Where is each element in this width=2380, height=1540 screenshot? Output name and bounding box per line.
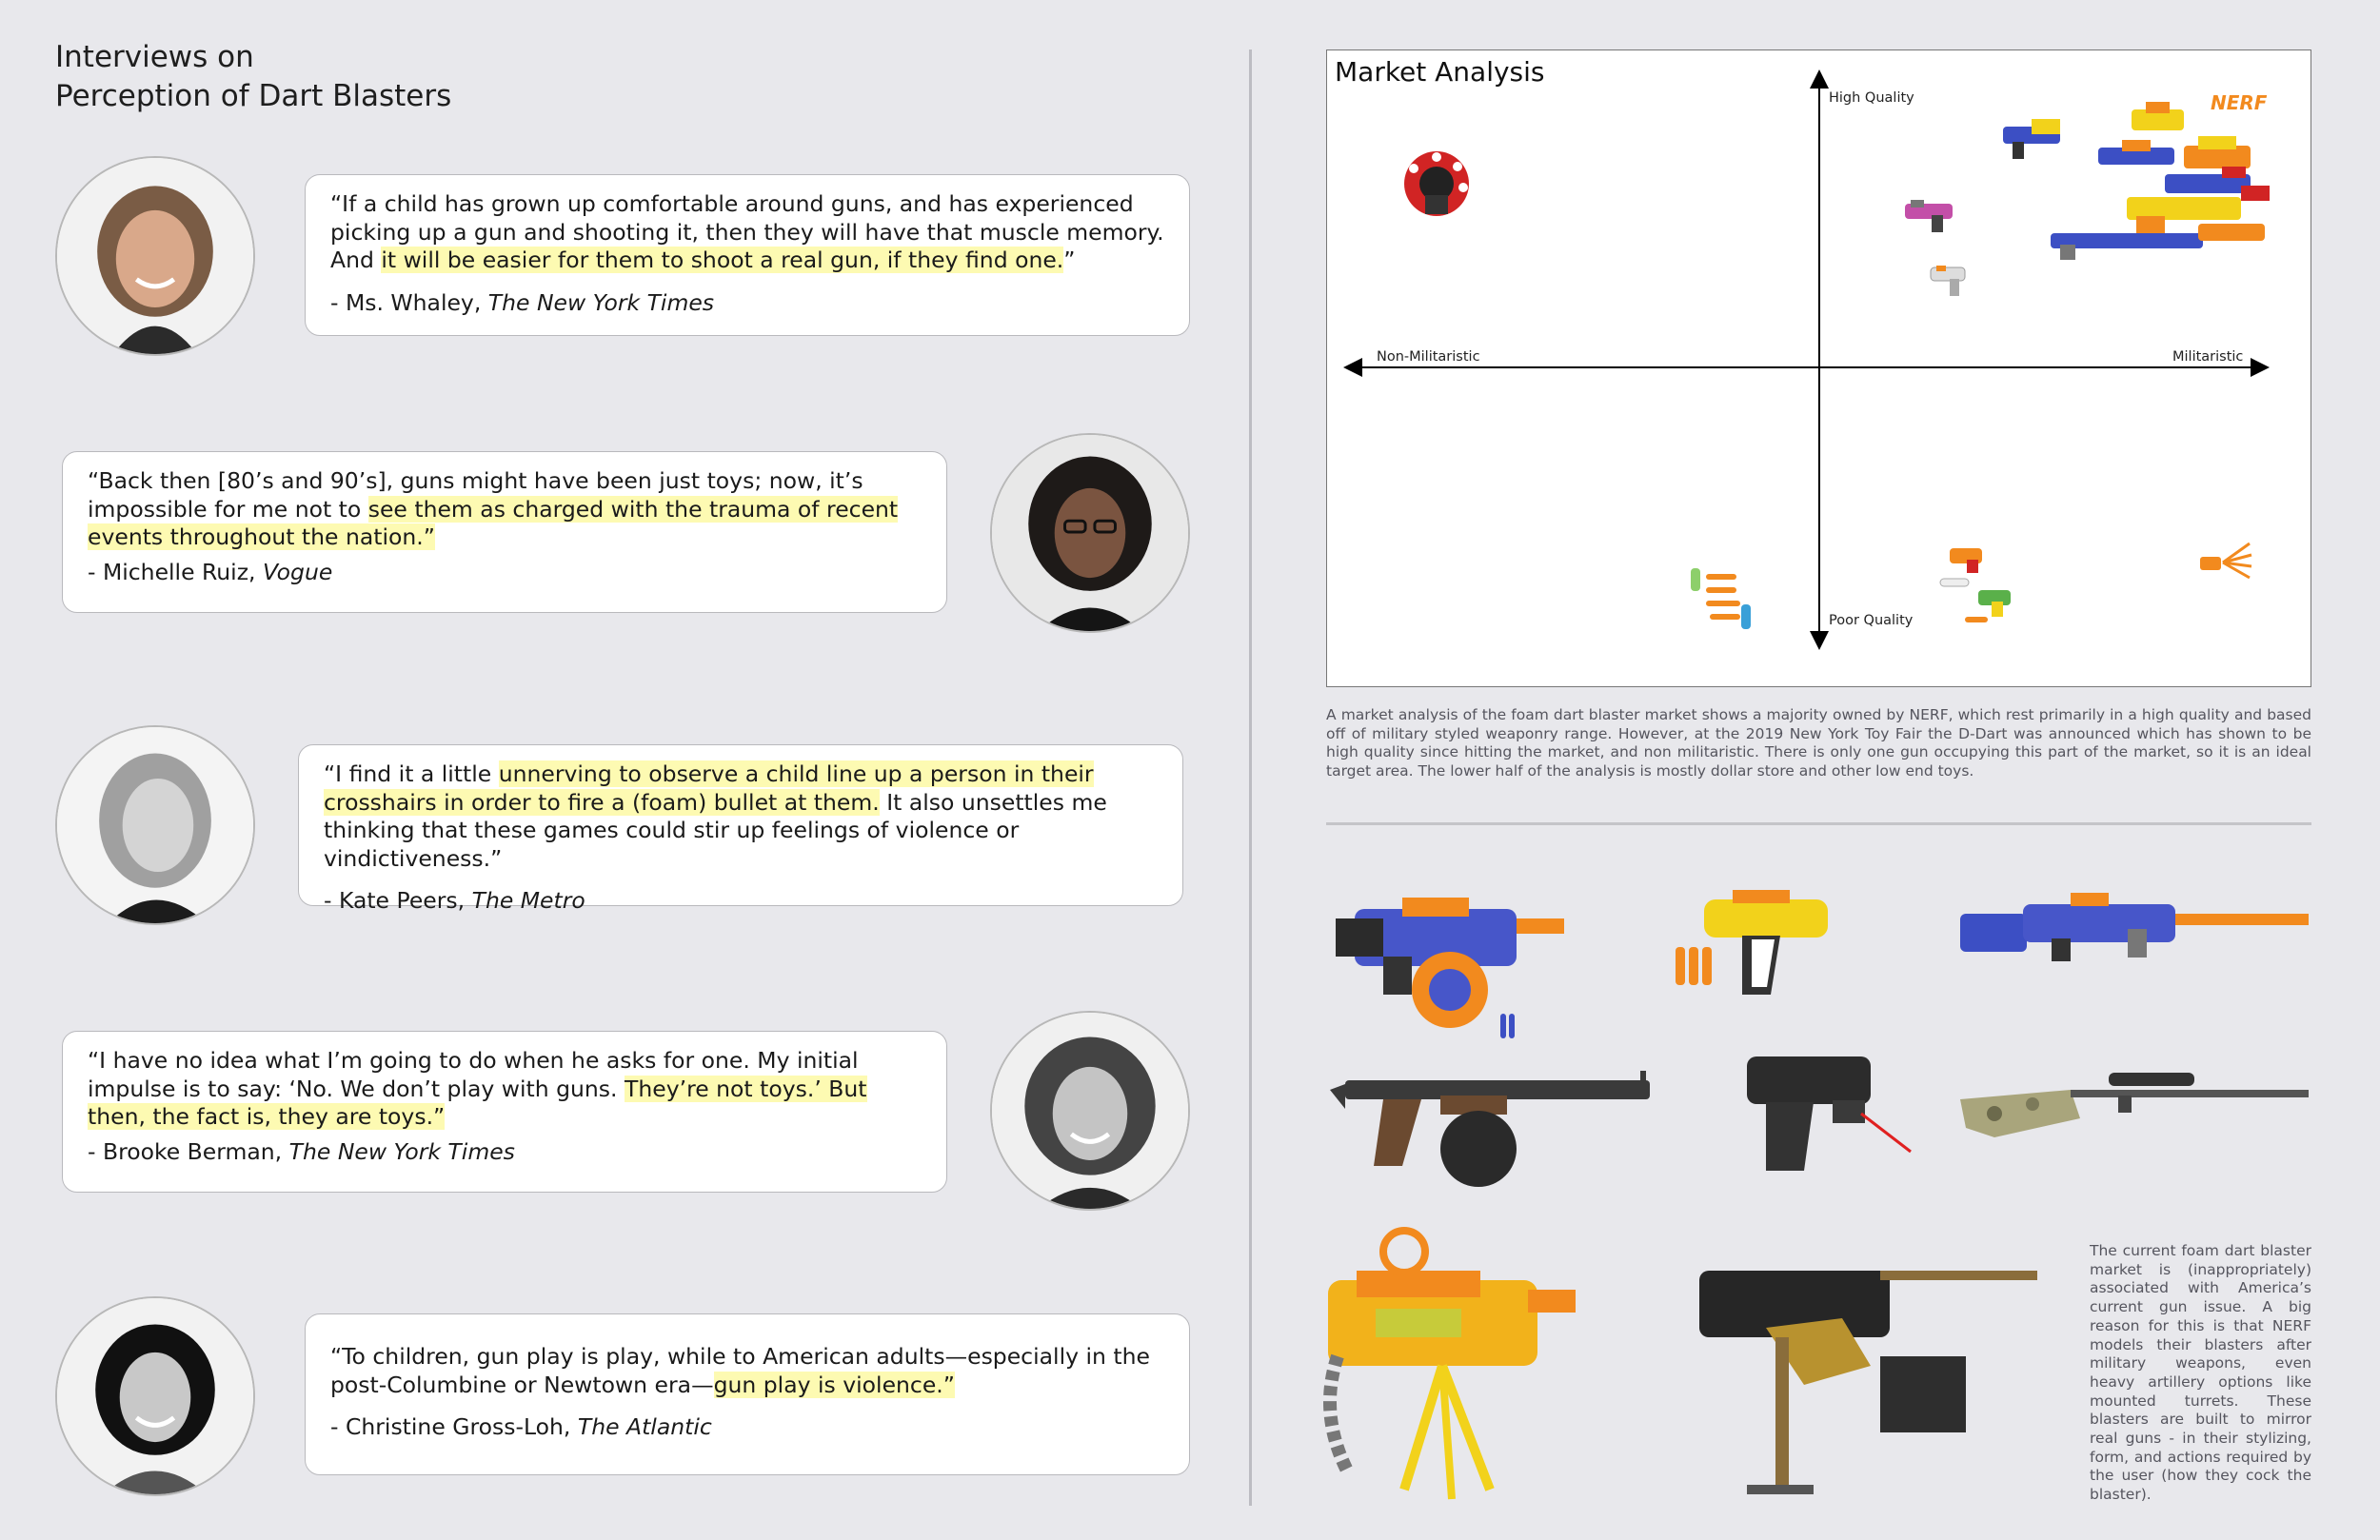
quote-highlight: gun play is violence.” <box>713 1371 955 1398</box>
quote-card-peers <box>298 744 1183 914</box>
title-line-2: Perception of Dart Blasters <box>55 79 452 113</box>
page-title <box>55 38 451 116</box>
real-camo-rifle-icon <box>1956 1061 2313 1142</box>
horizontal-rule <box>1326 822 2311 825</box>
avatar-berman <box>990 1011 1190 1211</box>
real-mounted-machine-gun-icon <box>1690 1242 2042 1499</box>
cheap-toy-pistols-icon <box>1936 541 2022 636</box>
quote-attribution: - Christine Gross-Loh, The Atlantic <box>330 1413 712 1440</box>
real-pistol-laser-icon <box>1737 1047 1914 1180</box>
quote-attribution: - Michelle Ruiz, Vogue <box>88 558 333 585</box>
side-caption: The current foam dart blaster market is (inappropriately) associated with America’s current gun issue. A big reason for this is that NERF models their blasters after military weapons, even heavy artillery options like mounted turrets. These blasters are built to mirror real guns - in their stylizing, form, and actions required by the user (how they cock the blaster). <box>2090 1242 2311 1504</box>
nerf-logo: NERF <box>2211 91 2268 114</box>
market-title: Market Analysis <box>1335 56 1545 88</box>
nerf-vulcan-turret-icon <box>1299 1223 1585 1504</box>
market-analysis-caption: A market analysis of the foam dart blaster market shows a majority owned by NERF, which rest primarily in a high quality and based off of military styled weaponry range. However, at the 2019 New York Toy Fair the D-Dart was announced which has shown to be high quality since hitting the market, and non militaristic. There is only one gun occupying this part of the market, so it is an ideal target area. The lower half of the analysis is mostly dollar store and other low end toys. <box>1326 706 2311 780</box>
quote-card-ruiz <box>62 451 947 613</box>
quote-card-whaley <box>305 174 1190 336</box>
avatar-gross-loh <box>55 1296 255 1496</box>
nerf-yellow-pistol-icon <box>1676 880 1847 1004</box>
nerf-longshot-rifle-icon <box>1956 885 2313 971</box>
vertical-divider <box>1249 49 1252 1506</box>
quote-attribution: - Ms. Whaley, The New York Times <box>330 288 715 316</box>
quote-highlight: it will be easier for them to shoot a real gun, if they find one. <box>381 247 1064 273</box>
axis-label-high-quality: High Quality <box>1829 90 1914 106</box>
title-line-1: Interviews on <box>55 40 254 74</box>
market-analysis-chart <box>1326 49 2311 687</box>
quote-text: “I have no idea what I’m going to do when he asks for one. My initial impulse is to say: ‘No. We don’t play with guns. They’re not toys.’ But then, the fact is, they are toys.” <box>88 1047 867 1130</box>
white-blaster-icon <box>1929 262 1971 300</box>
quote-text: “If a child has grown up comfortable around guns, and has experienced picking up a gun and shooting it, then they will have that muscle memory. And it will be easier for them to shoot a real gun, if they find one.” <box>330 190 1164 273</box>
quote-highlight: see them as charged with the trauma of recent events throughout the nation.” <box>88 495 899 550</box>
quote-attribution: - Brooke Berman, The New York Times <box>88 1137 515 1165</box>
quote-text: “Back then [80’s and 90’s], guns might have been just toys; now, it’s impossible for me not to see them as charged with the trauma of recent events throughout the nation.” <box>88 467 899 550</box>
avatar-whaley <box>55 156 255 356</box>
quote-text: “I find it a little unnerving to observe a child line up a person in their crosshairs in order to fire a (foam) bullet at them. It also unsettles me thinking that these games could stir up feelings of violence or vindictiveness.” <box>324 760 1107 872</box>
axis-label-non-militaristic: Non-Militaristic <box>1377 349 1480 365</box>
avatar-ruiz <box>990 433 1190 633</box>
quote-card-gross-loh <box>305 1313 1190 1475</box>
d-dart-blaster-icon <box>1398 146 1475 222</box>
quote-text: “To children, gun play is play, while to American adults—especially in the post-Columbine or Newtown era—gun play is violence.” <box>330 1343 1150 1398</box>
quote-highlight: unnerving to observe a child line up a person in their crosshairs in order to fire a (foam) bullet at them. <box>324 760 1094 816</box>
nerf-blaster-cluster-icon <box>1993 90 2279 276</box>
axis-label-militaristic: Militaristic <box>2172 349 2244 365</box>
orange-dart-fan-icon <box>2198 536 2255 588</box>
pink-blaster-icon <box>1903 198 1960 236</box>
quote-attribution: - Kate Peers, The Metro <box>324 887 585 914</box>
avatar-peers <box>55 725 255 925</box>
quote-highlight: They’re not toys.’ But then, the fact is, they are toys.” <box>88 1075 867 1130</box>
dollar-store-darts-icon <box>1689 564 1765 636</box>
quote-card-berman <box>62 1031 947 1193</box>
nerf-hailfire-blaster-icon <box>1326 880 1574 1042</box>
real-tommy-gun-icon <box>1326 1061 1674 1194</box>
axis-label-poor-quality: Poor Quality <box>1829 613 1914 628</box>
